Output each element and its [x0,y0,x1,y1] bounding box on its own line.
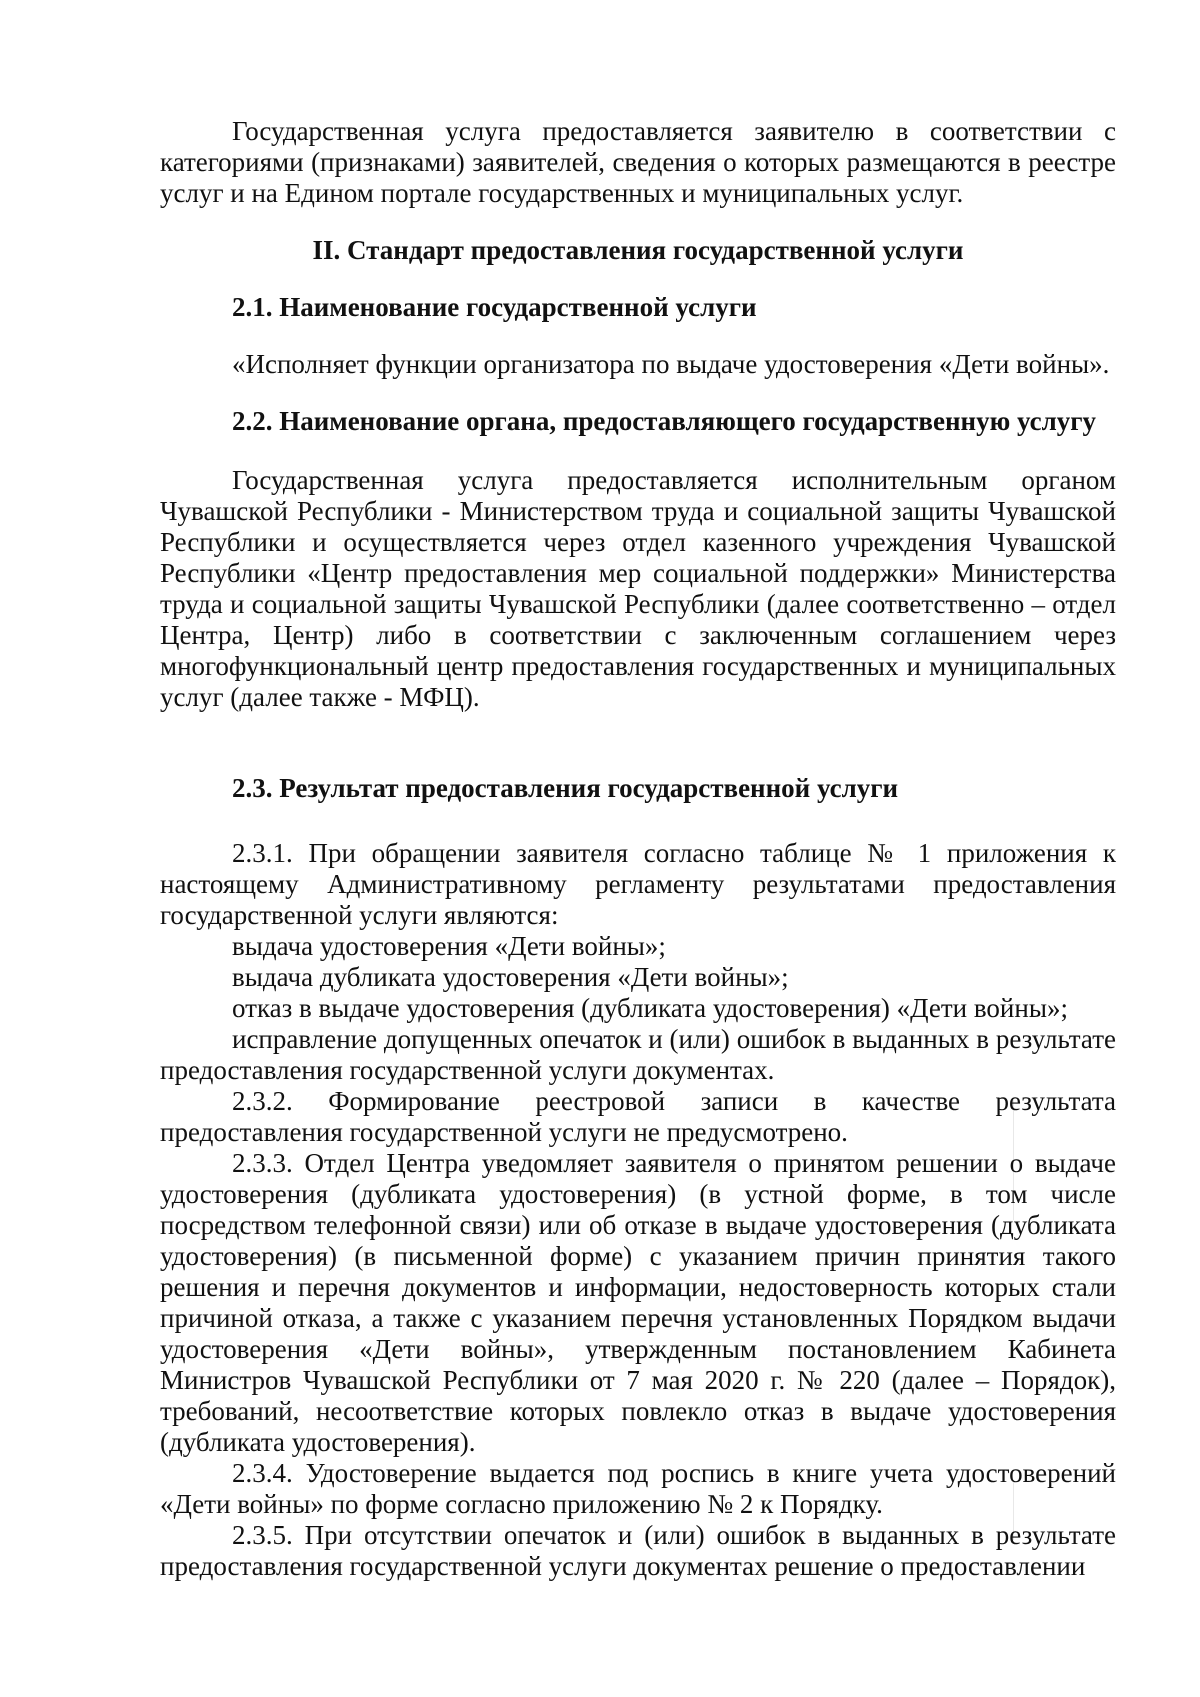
paragraph-2-3-4: 2.3.4. Удостоверение выдается под роспись в книге учета удостоверений «Дети войны» по форме согласно приложению № 2 к Порядку. [160,1458,1116,1519]
document-body [160,116,1116,1582]
paragraph-2-3-2: 2.3.2. Формирование реестровой записи в качестве результата предоставления государственной услуги не предусмотрено. [160,1086,1116,1147]
paragraph-2-1: «Исполняет функции организатора по выдаче удостоверения «Дети войны». [232,349,1110,379]
list-item: выдача удостоверения «Дети войны»; [232,931,666,961]
paragraph-2-2: Государственная услуга предоставляется исполнительным органом Чувашской Республики - Министерством труда и социальной защиты Чувашской Республики и осуществляется через отдел казенного учреждения Чувашской Республики «Центр предоставления мер социальной поддержки» Министерства труда и социальной защиты Чувашской Республики (далее соответственно – отдел Центра, Центр) либо в соответствии с заключенным соглашением через многофункциональный центр предоставления государственных и муниципальных услуг (далее также - МФЦ). [160,465,1116,712]
heading-2-3: 2.3. Результат предоставления государственной услуги [232,773,899,803]
heading-2-1: 2.1. Наименование государственной услуги [232,292,757,322]
intro-paragraph: Государственная услуга предоставляется заявителю в соответствии с категориями (признаками) заявителей, сведения о которых размещаются в реестре услуг и на Едином портале государственных и муниципальных услуг. [160,116,1116,208]
paragraph-2-3-5: 2.3.5. При отсутствии опечаток и (или) ошибок в выданных в результате предоставления государственной услуги документах решение о предоставлении [160,1520,1116,1581]
section-title: II. Стандарт предоставления государственной услуги [312,235,964,265]
paragraph-2-3-3: 2.3.3. Отдел Центра уведомляет заявителя о принятом решении о выдаче удостоверения (дубликата удостоверения) (в устной форме, в том числе посредством телефонной связи) или об отказе в выдаче удостоверения (дубликата удостоверения) (в письменной форме) с указанием причин принятия такого решения и перечня документов и информации, недостоверность которых стали причиной отказа, а также с указанием перечня установленных Порядком выдачи удостоверения «Дети войны», утвержденным постановлением Кабинета Министров Чувашской Республики от 7 мая 2020 г. № 220 (далее – Порядок), требований, несоответствие которых повлекло отказ в выдаче удостоверения (дубликата удостоверения). [160,1148,1116,1457]
list-item: отказ в выдаче удостоверения (дубликата удостоверения) «Дети войны»; [232,993,1068,1023]
paragraph-2-3-1: 2.3.1. При обращении заявителя согласно таблице № 1 приложения к настоящему Административному регламенту результатами предоставления государственной услуги являются: [160,838,1116,930]
list-item: выдача дубликата удостоверения «Дети войны»; [232,962,789,992]
heading-2-2: 2.2. Наименование органа, предоставляющего государственную услугу [232,406,1097,436]
list-item: исправление допущенных опечаток и (или) ошибок в выданных в результате предоставления государственной услуги документах. [160,1024,1116,1085]
